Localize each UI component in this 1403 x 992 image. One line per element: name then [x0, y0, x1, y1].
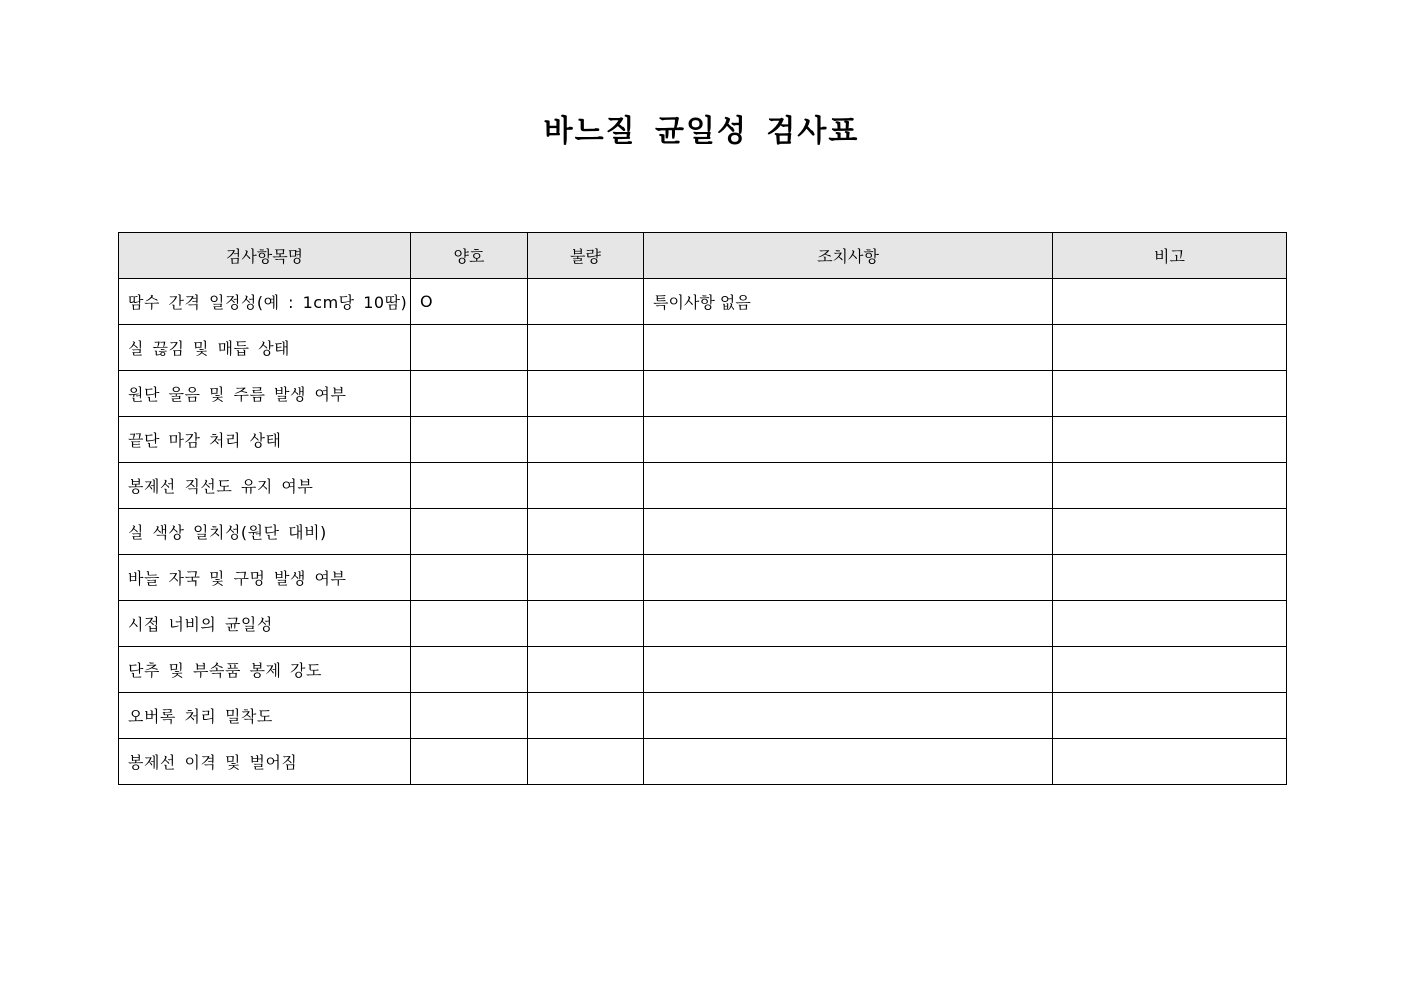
header-note: 비고 [1053, 233, 1287, 279]
note-cell [1053, 509, 1287, 555]
item-name-cell: 오버록 처리 밀착도 [119, 693, 411, 739]
bad-cell [528, 555, 644, 601]
bad-cell [528, 509, 644, 555]
inspection-table [118, 232, 1287, 785]
item-name-cell: 실 끊김 및 매듭 상태 [119, 325, 411, 371]
good-cell [411, 647, 528, 693]
bad-cell [528, 463, 644, 509]
note-cell [1053, 555, 1287, 601]
header-bad: 불량 [528, 233, 644, 279]
item-name-cell: 시접 너비의 균일성 [119, 601, 411, 647]
table-row [119, 693, 1287, 739]
action-cell [644, 647, 1053, 693]
bad-cell [528, 417, 644, 463]
note-cell [1053, 417, 1287, 463]
table-row [119, 509, 1287, 555]
action-cell [644, 371, 1053, 417]
action-cell [644, 739, 1053, 785]
bad-cell [528, 693, 644, 739]
good-cell [411, 463, 528, 509]
table-row [119, 463, 1287, 509]
table-row [119, 601, 1287, 647]
action-cell [644, 509, 1053, 555]
header-good: 양호 [411, 233, 528, 279]
header-action: 조치사항 [644, 233, 1053, 279]
bad-cell [528, 371, 644, 417]
item-name-cell: 땀수 간격 일정성(예 : 1cm당 10땀) [119, 279, 411, 325]
table-row [119, 647, 1287, 693]
note-cell [1053, 693, 1287, 739]
header-row [119, 233, 1287, 279]
good-cell: O [411, 279, 528, 325]
action-cell [644, 325, 1053, 371]
bad-cell [528, 279, 644, 325]
bad-cell [528, 601, 644, 647]
good-cell [411, 739, 528, 785]
note-cell [1053, 739, 1287, 785]
table-row [119, 279, 1287, 325]
table-row [119, 739, 1287, 785]
action-cell [644, 555, 1053, 601]
note-cell [1053, 371, 1287, 417]
item-name-cell: 봉제선 직선도 유지 여부 [119, 463, 411, 509]
bad-cell [528, 325, 644, 371]
action-cell: 특이사항 없음 [644, 279, 1053, 325]
note-cell [1053, 647, 1287, 693]
item-name-cell: 실 색상 일치성(원단 대비) [119, 509, 411, 555]
item-name-cell: 바늘 자국 및 구멍 발생 여부 [119, 555, 411, 601]
bad-cell [528, 647, 644, 693]
good-cell [411, 555, 528, 601]
note-cell [1053, 601, 1287, 647]
action-cell [644, 463, 1053, 509]
document-title: 바느질 균일성 검사표 [543, 114, 860, 149]
action-cell [644, 417, 1053, 463]
table-row [119, 325, 1287, 371]
action-cell [644, 601, 1053, 647]
good-cell [411, 509, 528, 555]
action-cell [644, 693, 1053, 739]
table-row [119, 371, 1287, 417]
good-cell [411, 601, 528, 647]
good-cell [411, 417, 528, 463]
header-item-name: 검사항목명 [119, 233, 411, 279]
note-cell [1053, 325, 1287, 371]
item-name-cell: 봉제선 이격 및 벌어짐 [119, 739, 411, 785]
item-name-cell: 단추 및 부속품 봉제 강도 [119, 647, 411, 693]
good-cell [411, 325, 528, 371]
table-row [119, 417, 1287, 463]
bad-cell [528, 739, 644, 785]
good-cell [411, 371, 528, 417]
note-cell [1053, 279, 1287, 325]
item-name-cell: 원단 울음 및 주름 발생 여부 [119, 371, 411, 417]
note-cell [1053, 463, 1287, 509]
good-cell [411, 693, 528, 739]
table-row [119, 555, 1287, 601]
item-name-cell: 끝단 마감 처리 상태 [119, 417, 411, 463]
